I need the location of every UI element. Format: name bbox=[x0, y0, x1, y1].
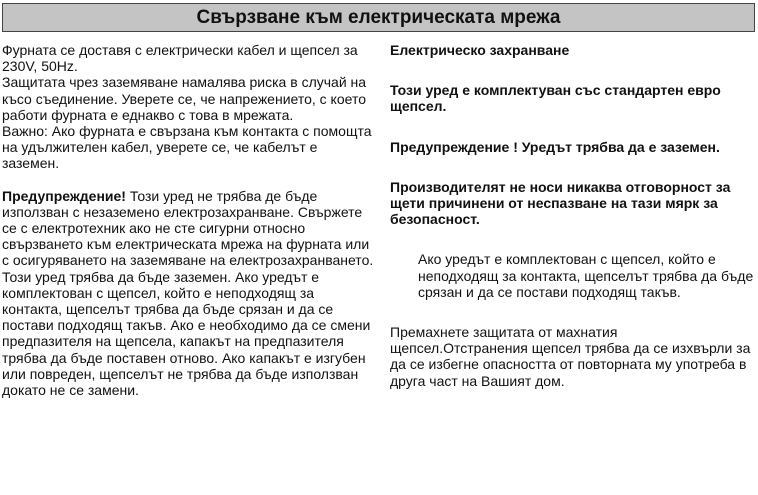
warning-label: Предупреждение! bbox=[2, 187, 126, 204]
paragraph-euro-plug: Този уред е комплектуван със стандартен евро щепсел. bbox=[390, 82, 721, 115]
paragraph-must-be-grounded: Предупреждение ! Уредът трябва да е заземен. bbox=[390, 138, 720, 155]
section-heading: Електрическо захранване bbox=[390, 42, 570, 58]
paragraph-liability: Производителят не носи никаква отговорност за щети причинени от неспазване на тази мярк за безопасност. bbox=[390, 178, 731, 228]
paragraph-remove-plug: Премахнете защитата от махнатия щепсел.Отстранения щепсел трябва да се изхвърли за да се избегне опасността от повторната му употреба в друга част на Вашият дом. bbox=[390, 324, 751, 389]
paragraph-warning bbox=[2, 188, 374, 269]
paragraph-plug-replacement: Ако уредът е комплектован с щепсел, който е неподходящ за контакта, щепселът трябва да бъде срязан и да се постави подходящ такъв. bbox=[418, 251, 754, 300]
paragraph-supply: Фурната се доставя с електрически кабел и щепсел за 230V, 50Hz. bbox=[2, 42, 358, 75]
paragraph-grounding: Защитата чрез заземяване намалява риска в случай на късо съединение. Уверете се, че напрежението, с което работи фурната е еднакво с това в мрежата. bbox=[2, 74, 367, 123]
left-column bbox=[2, 42, 374, 398]
page-title: Свързване към електрическата мрежа bbox=[2, 3, 755, 32]
warning-text: Този уред не трябва де бъде използван с незаземено електрозахранване. Свържете се с електротехник ако не сте сигурни относно свързването към електрическата мрежа на фурната или с осигуряването на заземяване на електрозахранването. bbox=[2, 187, 374, 269]
right-column bbox=[390, 42, 755, 389]
paragraph-extension-cable: Важно: Ако фурната е свързана към контакта с помощта на удължителен кабел, уверете се, че кабелът е заземен. bbox=[2, 123, 372, 172]
paragraph-grounded-plug: Този уред трябва да бъде заземен. Ако уредът е комплектован с щепсел, който е неподходящ за контакта, щепселът трябва да бъде срязан и да се постави подходящ такъв. Ако е необходимо да се смени предпазителя на щепсела, капакът на предпазителя трябва да бъде поставен отново. Ако капакът е изгубен или повреден, щепселът не трябва да бъде използван докато не се замени. bbox=[2, 268, 371, 399]
